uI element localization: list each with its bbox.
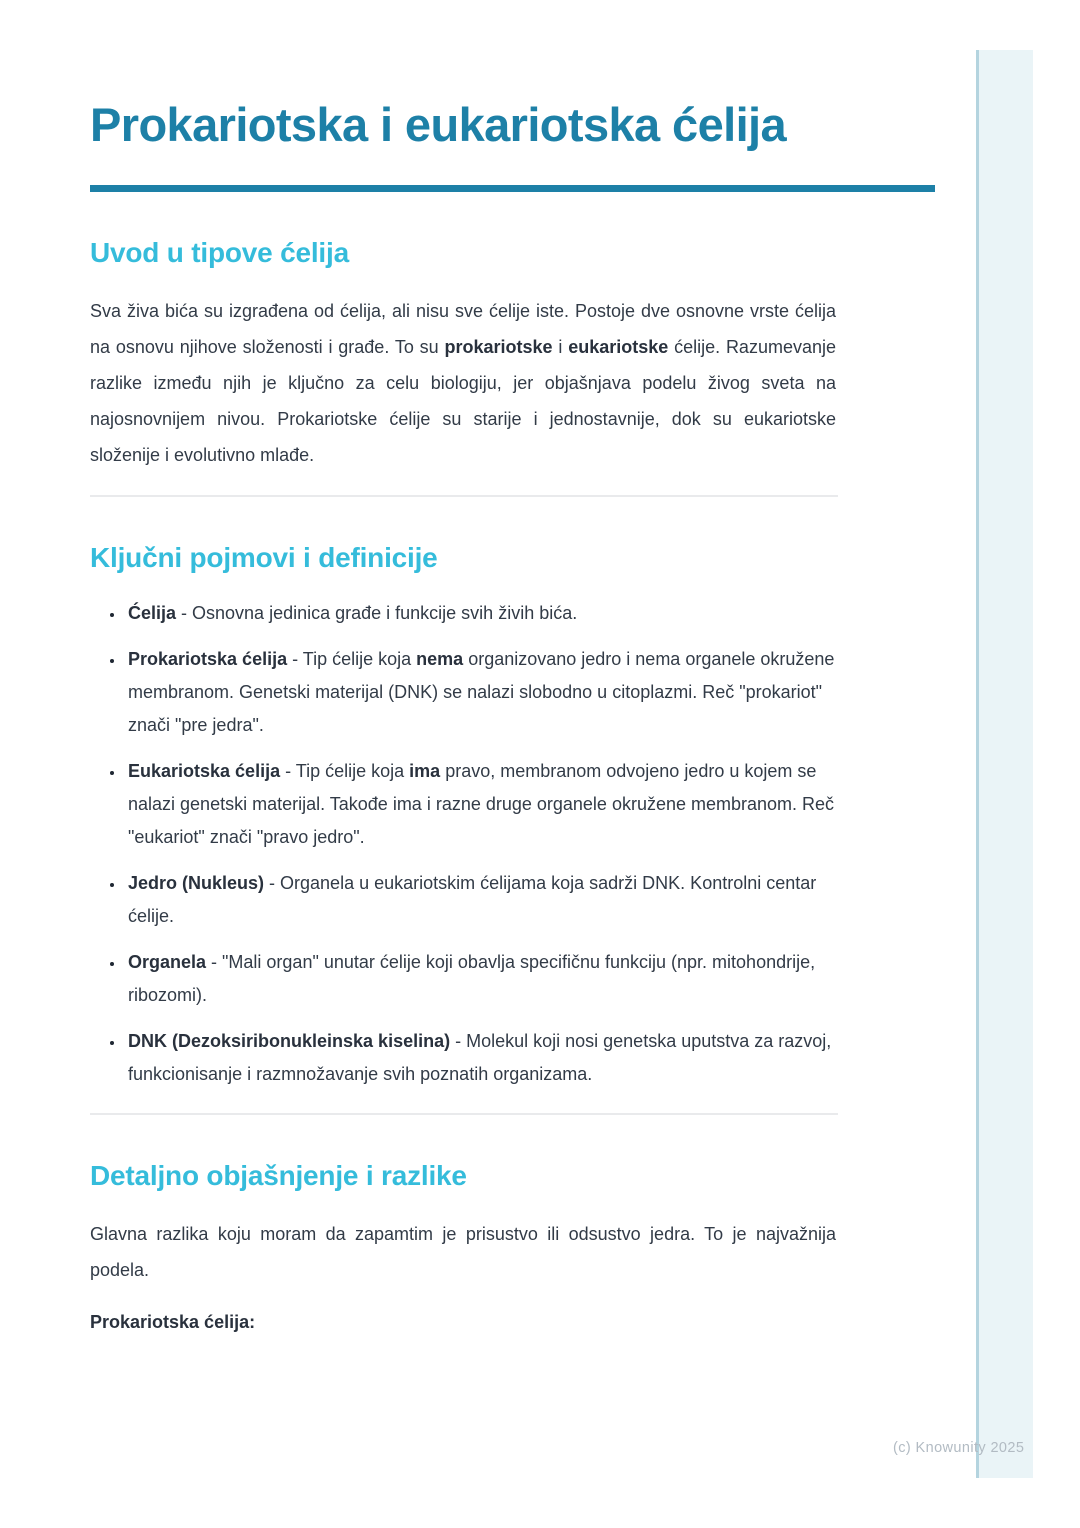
page-edge-stripe: [976, 50, 1033, 1478]
key-term-item: • Organela - "Mali organ" unutar ćelije koji obavlja specifičnu funkciju (npr. mitohondrije, ribozomi).: [125, 946, 836, 1012]
document-content: [90, 0, 836, 1340]
page-title: Prokariotska i eukariotska ćelija: [90, 98, 787, 151]
title-underline-rule: [90, 185, 935, 192]
key-term-item: • DNK (Dezoksiribonukleinska kiselina) - Molekul koji nosi genetska uputstva za razvoj, funkcionisanje i razmnožavanje svih poznatih organizama.: [125, 1025, 836, 1091]
section-key-terms: [90, 541, 836, 1091]
key-term-item: • Jedro (Nukleus) - Organela u eukariotskim ćelijama koja sadrži DNK. Kontrolni centar ćelije.: [125, 867, 836, 933]
section-heading-key-terms: Ključni pojmovi i definicije: [90, 542, 438, 574]
section-divider: [90, 495, 838, 497]
section-intro: [90, 236, 836, 474]
detailed-paragraph: Glavna razlika koju moram da zapamtim je prisustvo ili odsustvo jedra. To je najvažnija podela.: [90, 1224, 836, 1281]
key-term-item: • Prokariotska ćelija - Tip ćelije koja nema organizovano jedro i nema organele okružene membranom. Genetski materijal (DNK) se nalazi slobodno u citoplazmi. Reč "prokariot" znači "pre jedra".: [125, 643, 836, 742]
key-term-item: • Ćelija - Osnovna jedinica građe i funkcije svih živih bića.: [125, 597, 836, 630]
copyright-watermark: (c) Knowunity 2025: [893, 1440, 1025, 1456]
intro-paragraph: Sva živa bića su izgrađena od ćelija, ali nisu sve ćelije iste. Postoje dve osnovne vrste ćelija na osnovu njihove složenosti i građe. To su prokariotske i eukariotske ćelije. Razumevanje razlike između njih je ključno za celu biologiju, jer objašnjava podelu živog sveta na najosnovnijem nivou. Prokariotske ćelije su starije i jednostavnije, dok su eukariotske složenije i evolutivno mlađe.: [90, 301, 836, 466]
section-heading-detailed: Detaljno objašnjenje i razlike: [90, 1159, 467, 1191]
key-term-item: • Eukariotska ćelija - Tip ćelije koja ima pravo, membranom odvojeno jedro u kojem se nalazi genetski materijal. Takođe ima i razne druge organele okružene membranom. Reč "eukariot" znači "pravo jedro".: [125, 755, 836, 854]
key-terms-list: [90, 597, 836, 1091]
prokaryotic-cell-subheading: Prokariotska ćelija:: [90, 1312, 256, 1333]
section-detailed-explanation: [90, 1159, 836, 1341]
section-divider: [90, 1113, 838, 1115]
section-heading-intro: Uvod u tipove ćelija: [90, 236, 349, 268]
